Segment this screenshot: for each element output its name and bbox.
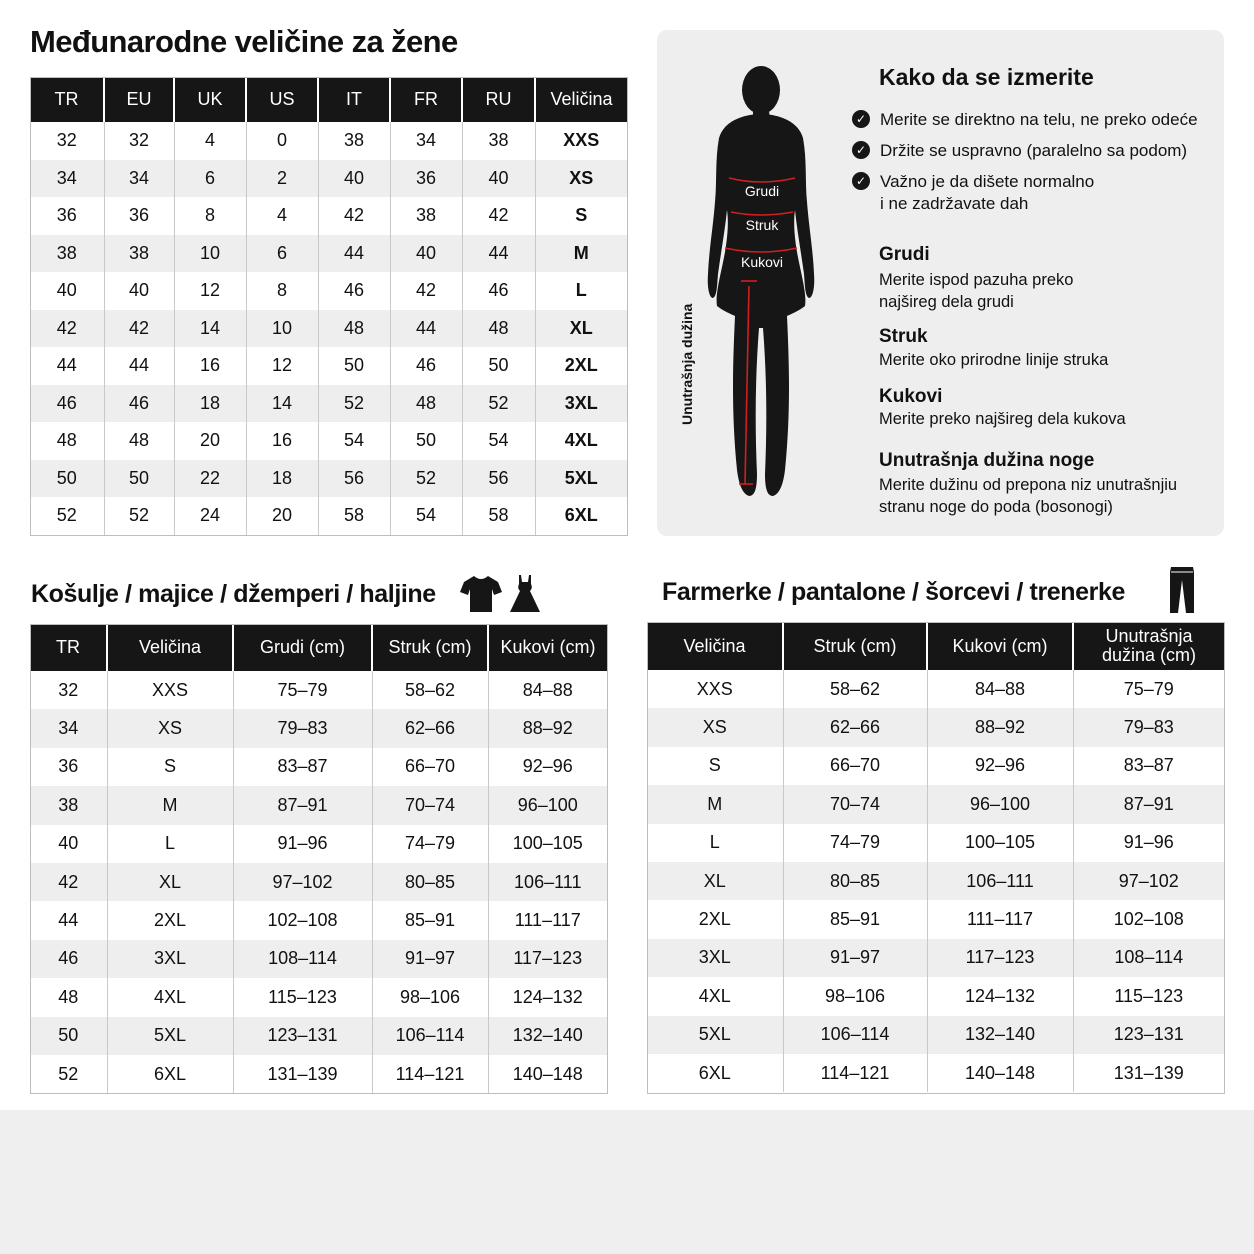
- table-cell: 106–114: [783, 1016, 927, 1054]
- table-cell: M: [535, 235, 627, 273]
- table-cell: 106–114: [372, 1017, 488, 1055]
- table-cell: 50: [318, 347, 390, 385]
- table-cell: S: [647, 747, 783, 785]
- table-cell: 131–139: [233, 1055, 372, 1093]
- table-cell: 62–66: [783, 708, 927, 746]
- dress-icon: [508, 574, 542, 614]
- table-header-row: [30, 624, 607, 671]
- table-cell: 34: [104, 160, 174, 198]
- column-header: US: [246, 77, 318, 122]
- table-cell: 40: [390, 235, 462, 273]
- table-cell: S: [575, 205, 588, 226]
- table-cell: 42: [390, 272, 462, 310]
- table-cell: 85–91: [783, 900, 927, 938]
- table-cell: 2XL: [647, 900, 783, 938]
- table-cell: 20: [246, 497, 318, 535]
- table-cell: 91–96: [1123, 832, 1174, 853]
- tip-text: Merite se direktno na telu, ne preko odeće: [880, 110, 1198, 129]
- column-header: IT: [318, 77, 390, 122]
- table-cell: 50: [30, 460, 104, 498]
- table-cell: 8: [246, 272, 318, 310]
- table-cell: 40: [462, 160, 535, 198]
- table-cell: 108–114: [233, 940, 372, 978]
- table-cell: 102–108: [233, 901, 372, 939]
- table-cell: 54: [390, 497, 462, 535]
- table-cell: 32: [30, 671, 107, 709]
- table-cell: 40: [318, 160, 390, 198]
- column-header: Kukovi (cm): [488, 624, 607, 671]
- table-cell: 80–85: [783, 862, 927, 900]
- figure-label-hips: Kukovi: [740, 254, 784, 270]
- table-cell: 50: [462, 347, 535, 385]
- table-row: [30, 460, 627, 498]
- table-cell: 131–139: [1113, 1062, 1184, 1083]
- table-cell: 5XL: [647, 1016, 783, 1054]
- table-cell: 50: [390, 422, 462, 460]
- table-cell: L: [647, 824, 783, 862]
- table-cell: 52: [30, 1055, 107, 1093]
- table-cell: 24: [174, 497, 246, 535]
- table-cell: 34: [30, 709, 107, 747]
- table-row: [30, 978, 607, 1016]
- table-cell: S: [107, 748, 233, 786]
- table-cell: 96–100: [488, 786, 607, 824]
- hips-description: Merite preko najšireg dela kukova: [879, 410, 1126, 428]
- table-cell: 70–74: [372, 786, 488, 824]
- measurement-guide-panel: [657, 30, 1224, 536]
- table-row: [647, 900, 1224, 938]
- table-cell: 84–88: [522, 679, 573, 700]
- table-cell: 117–123: [927, 939, 1073, 977]
- inseam-heading: Unutrašnja dužina noge: [879, 450, 1095, 471]
- table-header-row: [30, 77, 627, 122]
- column-header: Veličina: [535, 77, 627, 122]
- table-cell: 132–140: [927, 1016, 1073, 1054]
- table-row: [30, 122, 627, 160]
- table-row: [30, 497, 627, 535]
- table-cell: 66–70: [372, 748, 488, 786]
- table-cell: 40: [30, 825, 107, 863]
- table-cell: 52: [318, 385, 390, 423]
- check-icon: ✓: [852, 172, 870, 190]
- table-cell: 52: [462, 385, 535, 423]
- table-cell: 48: [30, 978, 107, 1016]
- table-row: [647, 785, 1224, 823]
- table-cell: 6XL: [564, 505, 598, 526]
- table-cell: 18: [174, 385, 246, 423]
- table-cell: 111–117: [927, 900, 1073, 938]
- trousers-icon: [1168, 566, 1196, 614]
- table-cell: XL: [107, 863, 233, 901]
- table-cell: 14: [246, 385, 318, 423]
- table-row: [30, 272, 627, 310]
- table-cell: 91–96: [233, 825, 372, 863]
- table-cell: 2XL: [107, 901, 233, 939]
- table-cell: 91–97: [372, 940, 488, 978]
- table-cell: 22: [174, 460, 246, 498]
- column-header: TR: [30, 77, 104, 122]
- table-cell: 117–123: [488, 940, 607, 978]
- table-cell: 36: [390, 160, 462, 198]
- shirts-section-title: Košulje / majice / džemperi / haljine: [31, 580, 436, 608]
- footer-band: [0, 1110, 1254, 1254]
- column-header: RU: [462, 77, 535, 122]
- table-cell: 87–91: [233, 786, 372, 824]
- table-row: [30, 825, 607, 863]
- table-cell: 54: [462, 422, 535, 460]
- table-cell: XS: [647, 708, 783, 746]
- hips-heading: Kukovi: [879, 386, 943, 407]
- table-cell: 40: [30, 272, 104, 310]
- column-header: Grudi (cm): [233, 624, 372, 671]
- waist-description: Merite oko prirodne linije struka: [879, 351, 1109, 369]
- table-cell: 100–105: [512, 833, 583, 854]
- table-cell: 62–66: [372, 709, 488, 747]
- table-cell: 92–96: [927, 747, 1073, 785]
- table-row: [647, 747, 1224, 785]
- table-cell: XXS: [107, 671, 233, 709]
- table-cell: 42: [30, 863, 107, 901]
- table-row: [647, 862, 1224, 900]
- table-cell: 14: [174, 310, 246, 348]
- check-icon: ✓: [852, 141, 870, 159]
- table-cell: 36: [30, 197, 104, 235]
- waist-heading: Struk: [879, 326, 928, 347]
- table-cell: 52: [30, 497, 104, 535]
- table-cell: 42: [30, 310, 104, 348]
- table-row: [647, 708, 1224, 746]
- table-cell: M: [647, 785, 783, 823]
- table-cell: 36: [104, 197, 174, 235]
- table-cell: 140–148: [512, 1063, 583, 1084]
- table-row: [30, 671, 607, 709]
- table-cell: 42: [462, 197, 535, 235]
- table-row: [30, 422, 627, 460]
- table-cell: 38: [318, 122, 390, 160]
- table-cell: 44: [30, 347, 104, 385]
- table-cell: 36: [30, 748, 107, 786]
- table-cell: 48: [390, 385, 462, 423]
- column-header: FR: [390, 77, 462, 122]
- table-row: [30, 1017, 607, 1055]
- column-header: Veličina: [107, 624, 233, 671]
- table-cell: 40: [104, 272, 174, 310]
- table-cell: L: [107, 825, 233, 863]
- table-header-row: [647, 622, 1224, 670]
- table-cell: 85–91: [372, 901, 488, 939]
- table-cell: XL: [535, 310, 627, 348]
- table-cell: 44: [30, 901, 107, 939]
- table-cell: 50: [30, 1017, 107, 1055]
- column-header: TR: [30, 624, 107, 671]
- tip-item: [852, 171, 1094, 215]
- column-header: UK: [174, 77, 246, 122]
- table-row: [30, 901, 607, 939]
- table-cell: 4XL: [564, 430, 598, 451]
- figure-label-inseam: Unutrašnja dužina: [679, 303, 695, 425]
- table-cell: 6XL: [647, 1054, 783, 1092]
- table-cell: 20: [174, 422, 246, 460]
- table-cell: 44: [462, 235, 535, 273]
- table-row: [30, 863, 607, 901]
- table-cell: M: [107, 786, 233, 824]
- inseam-description: Merite dužinu od prepona niz unutrašnjiu stranu noge do poda (bosonogi): [879, 476, 1178, 516]
- table-cell: 96–100: [927, 785, 1073, 823]
- table-cell: 46: [30, 385, 104, 423]
- table-cell: 5XL: [107, 1017, 233, 1055]
- table-cell: 83–87: [233, 748, 372, 786]
- table-cell: 88–92: [927, 708, 1073, 746]
- table-cell: 4XL: [107, 978, 233, 1016]
- table-cell: 32: [104, 122, 174, 160]
- table-cell: 6XL: [107, 1055, 233, 1093]
- body-silhouette-figure: [697, 60, 827, 510]
- table-cell: 44: [318, 235, 390, 273]
- table-cell: 114–121: [372, 1055, 488, 1093]
- table-cell: 83–87: [1123, 755, 1174, 776]
- table-cell: 98–106: [783, 977, 927, 1015]
- table-cell: 18: [246, 460, 318, 498]
- column-header: EU: [104, 77, 174, 122]
- table-cell: 79–83: [1073, 708, 1224, 746]
- table-cell: 2: [246, 160, 318, 198]
- table-cell: 74–79: [783, 824, 927, 862]
- pants-size-table: [647, 622, 1224, 1092]
- table-row: [30, 1055, 607, 1093]
- table-row: [30, 235, 627, 273]
- table-cell: XXS: [647, 670, 783, 708]
- table-cell: 12: [174, 272, 246, 310]
- table-cell: 38: [30, 786, 107, 824]
- table-cell: 5XL: [535, 460, 627, 498]
- table-cell: 84–88: [927, 670, 1073, 708]
- table-cell: XS: [535, 160, 627, 198]
- table-row: [647, 939, 1224, 977]
- bust-description: Merite ispod pazuha preko najšireg dela grudi: [879, 271, 1074, 311]
- table-cell: 2XL: [564, 355, 598, 376]
- table-cell: 111–117: [514, 910, 581, 931]
- table-cell: XXS: [563, 130, 600, 151]
- figure-label-bust: Grudi: [744, 183, 780, 199]
- table-cell: 97–102: [233, 863, 372, 901]
- tip-item: [852, 140, 1187, 162]
- table-row: [30, 160, 627, 198]
- table-cell: 48: [462, 310, 535, 348]
- table-cell: 4XL: [647, 977, 783, 1015]
- table-cell: 46: [390, 347, 462, 385]
- table-cell: 38: [462, 122, 535, 160]
- table-cell: 80–85: [372, 863, 488, 901]
- table-cell: 16: [246, 422, 318, 460]
- table-row: [30, 786, 607, 824]
- table-row: [647, 977, 1224, 1015]
- table-row: [30, 748, 607, 786]
- table-row: [647, 1016, 1224, 1054]
- tip-text: Važno je da dišete normalno i ne zadržavate dah: [880, 172, 1095, 213]
- table-cell: 50: [104, 460, 174, 498]
- table-cell: 87–91: [1073, 785, 1224, 823]
- table-cell: 123–131: [233, 1017, 372, 1055]
- table-cell: XL: [647, 862, 783, 900]
- table-cell: 3XL: [107, 940, 233, 978]
- table-cell: 3XL: [647, 939, 783, 977]
- table-cell: 42: [318, 197, 390, 235]
- column-header: Unutrašnja dužina (cm): [1073, 622, 1224, 670]
- table-cell: 42: [104, 310, 174, 348]
- tip-item: [852, 109, 1198, 131]
- column-header: Kukovi (cm): [927, 622, 1073, 670]
- pants-section-title: Farmerke / pantalone / šorcevi / trenerke: [662, 578, 1125, 606]
- column-header: Veličina: [647, 622, 783, 670]
- table-cell: 10: [246, 310, 318, 348]
- table-cell: 0: [246, 122, 318, 160]
- table-cell: 46: [318, 272, 390, 310]
- table-cell: 132–140: [488, 1017, 607, 1055]
- table-cell: 3XL: [535, 385, 627, 423]
- table-cell: 58: [462, 497, 535, 535]
- table-row: [30, 940, 607, 978]
- table-cell: 102–108: [1113, 909, 1184, 930]
- table-cell: 75–79: [233, 671, 372, 709]
- table-cell: 56: [318, 460, 390, 498]
- table-cell: 106–111: [927, 862, 1073, 900]
- table-cell: 66–70: [783, 747, 927, 785]
- table-cell: 91–97: [783, 939, 927, 977]
- table-row: [647, 824, 1224, 862]
- table-cell: 38: [104, 235, 174, 273]
- table-cell: 79–83: [233, 709, 372, 747]
- column-header: Struk (cm): [372, 624, 488, 671]
- table-cell: 54: [318, 422, 390, 460]
- table-cell: 74–79: [372, 825, 488, 863]
- table-cell: 52: [104, 497, 174, 535]
- table-row: [647, 670, 1224, 708]
- table-cell: 124–132: [512, 986, 583, 1007]
- table-cell: 6: [246, 235, 318, 273]
- table-cell: 44: [390, 310, 462, 348]
- table-cell: 92–96: [522, 756, 573, 777]
- table-cell: 48: [318, 310, 390, 348]
- measurement-guide-title: Kako da se izmerite: [879, 64, 1094, 90]
- table-cell: 123–131: [1073, 1016, 1224, 1054]
- table-cell: 58–62: [783, 670, 927, 708]
- table-cell: 8: [174, 197, 246, 235]
- table-cell: 12: [246, 347, 318, 385]
- international-sizes-title: Međunarodne veličine za žene: [30, 24, 458, 59]
- table-cell: 108–114: [1073, 939, 1224, 977]
- table-cell: 10: [174, 235, 246, 273]
- column-header: Struk (cm): [783, 622, 927, 670]
- table-cell: 48: [104, 422, 174, 460]
- table-cell: 34: [30, 160, 104, 198]
- table-cell: 4: [246, 197, 318, 235]
- table-cell: 46: [462, 272, 535, 310]
- table-cell: 70–74: [783, 785, 927, 823]
- table-cell: 115–123: [1114, 985, 1184, 1006]
- table-cell: 32: [30, 122, 104, 160]
- table-cell: 58–62: [372, 671, 488, 709]
- table-row: [30, 347, 627, 385]
- table-cell: 97–102: [1073, 862, 1224, 900]
- table-cell: 34: [390, 122, 462, 160]
- table-cell: 52: [390, 460, 462, 498]
- table-cell: 124–132: [927, 977, 1073, 1015]
- table-cell: 106–111: [488, 863, 607, 901]
- table-cell: 46: [104, 385, 174, 423]
- table-cell: 46: [30, 940, 107, 978]
- table-row: [30, 709, 607, 747]
- table-cell: 98–106: [372, 978, 488, 1016]
- table-cell: 16: [174, 347, 246, 385]
- table-cell: 115–123: [233, 978, 372, 1016]
- table-cell: 48: [30, 422, 104, 460]
- table-cell: L: [575, 280, 587, 301]
- table-cell: 38: [390, 197, 462, 235]
- international-size-table: [30, 77, 627, 535]
- table-cell: 58: [318, 497, 390, 535]
- table-cell: XS: [107, 709, 233, 747]
- check-icon: ✓: [852, 110, 870, 128]
- table-cell: 140–148: [927, 1054, 1073, 1092]
- bust-heading: Grudi: [879, 244, 930, 265]
- table-row: [30, 310, 627, 348]
- table-row: [30, 197, 627, 235]
- table-cell: 6: [174, 160, 246, 198]
- table-cell: 75–79: [1123, 678, 1174, 699]
- table-cell: 100–105: [927, 824, 1073, 862]
- table-cell: 56: [462, 460, 535, 498]
- table-cell: 44: [104, 347, 174, 385]
- table-cell: 114–121: [783, 1054, 927, 1092]
- table-cell: 88–92: [488, 709, 607, 747]
- table-cell: 38: [30, 235, 104, 273]
- figure-label-waist: Struk: [745, 217, 779, 233]
- tip-text: Držite se uspravno (paralelno sa podom): [880, 141, 1188, 160]
- tshirt-icon: [460, 574, 502, 614]
- table-cell: 4: [174, 122, 246, 160]
- table-row: [647, 1054, 1224, 1092]
- table-row: [30, 385, 627, 423]
- shirts-size-table: [30, 624, 607, 1093]
